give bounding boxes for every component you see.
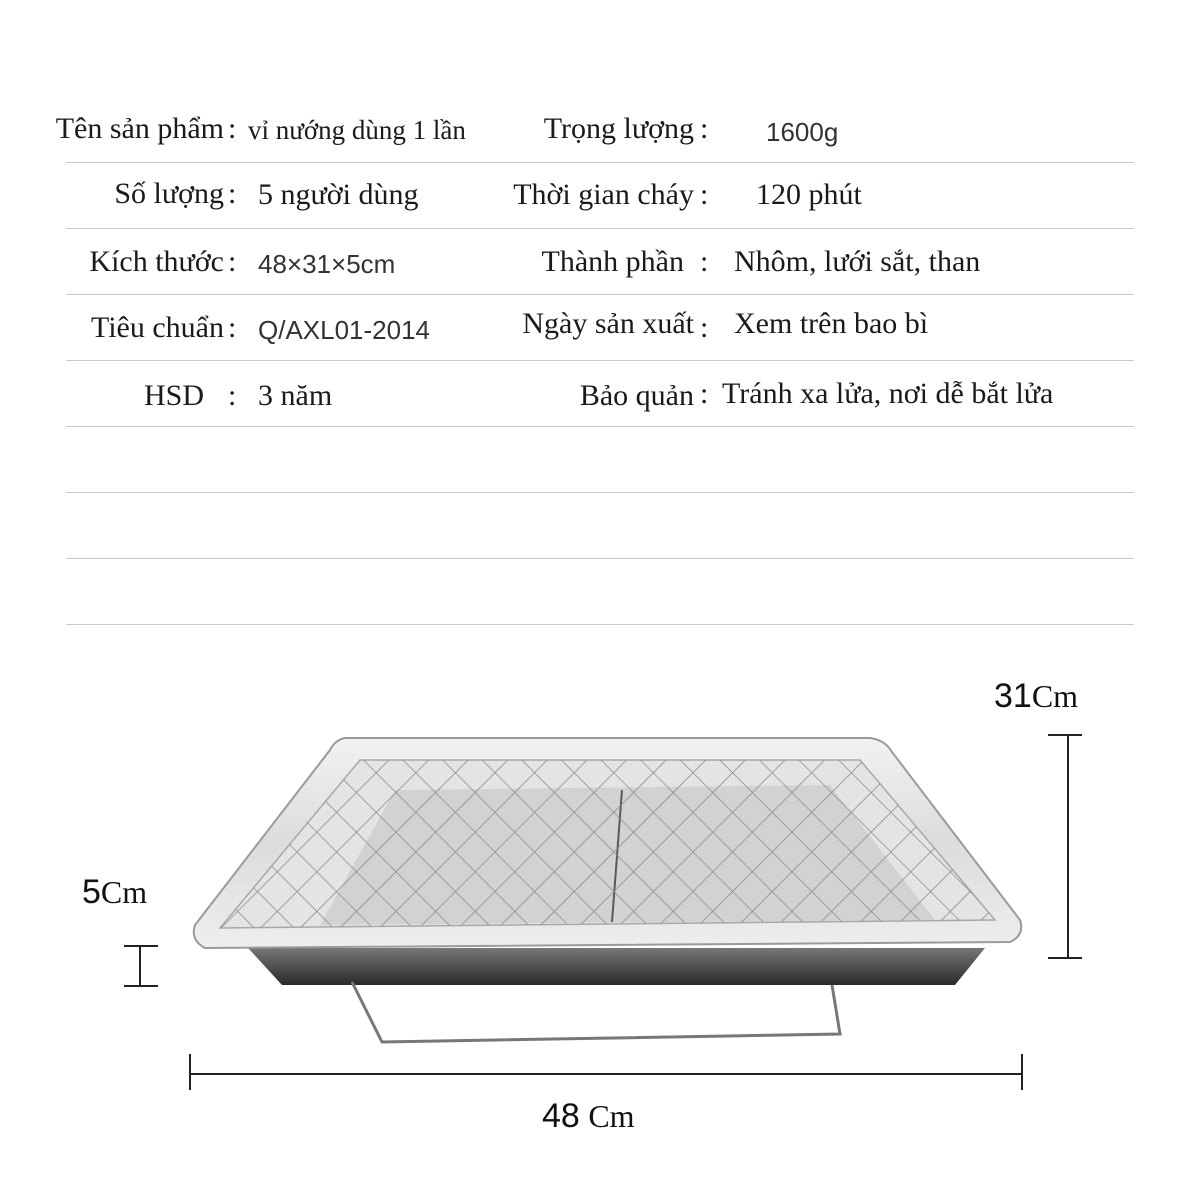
depth-dimension-label: 5Cm xyxy=(82,873,148,911)
spec-label: Trọng lượng xyxy=(543,112,694,145)
spec-colon: : xyxy=(700,178,709,211)
width-dimension-label: 48 Cm xyxy=(542,1097,635,1135)
height-dimension-label: 31Cm xyxy=(994,677,1079,715)
spec-label: Tiêu chuẩn xyxy=(90,311,224,344)
spec-value: 48×31×5cm xyxy=(258,249,396,279)
spec-colon: : xyxy=(700,377,709,410)
spec-label: Bảo quản xyxy=(579,379,694,412)
spec-value: vỉ nướng dùng 1 lần xyxy=(248,115,466,145)
spec-colon: : xyxy=(228,311,237,344)
spec-label: Thành phần xyxy=(541,245,684,278)
spec-colon: : xyxy=(228,112,237,145)
spec-value: Xem trên bao bì xyxy=(734,307,929,340)
spec-value: Nhôm, lưới sắt, than xyxy=(734,245,981,278)
spec-value: 120 phút xyxy=(756,178,862,211)
spec-value: 1600g xyxy=(766,117,839,147)
spec-colon: : xyxy=(700,245,709,278)
spec-value: 3 năm xyxy=(258,379,333,412)
spec-label: Ngày sản xuất xyxy=(522,307,694,340)
spec-label: Kích thước xyxy=(89,245,224,278)
spec-label: HSD xyxy=(143,379,204,412)
spec-label: Số lượng xyxy=(114,177,224,210)
spec-value: Q/AXL01-2014 xyxy=(258,315,431,345)
spec-label: Tên sản phẩm xyxy=(55,112,224,145)
wire-stand xyxy=(352,982,840,1042)
spec-label: Thời gian cháy xyxy=(513,178,694,211)
spec-colon: : xyxy=(700,112,709,145)
spec-colon: : xyxy=(700,311,709,344)
spec-value: Tránh xa lửa, nơi dễ bắt lửa xyxy=(722,377,1054,410)
spec-value: 5 người dùng xyxy=(258,178,419,211)
spec-colon: : xyxy=(228,245,237,278)
spec-colon: : xyxy=(228,177,237,210)
spec-colon: : xyxy=(228,379,237,412)
tray-base xyxy=(248,948,985,985)
